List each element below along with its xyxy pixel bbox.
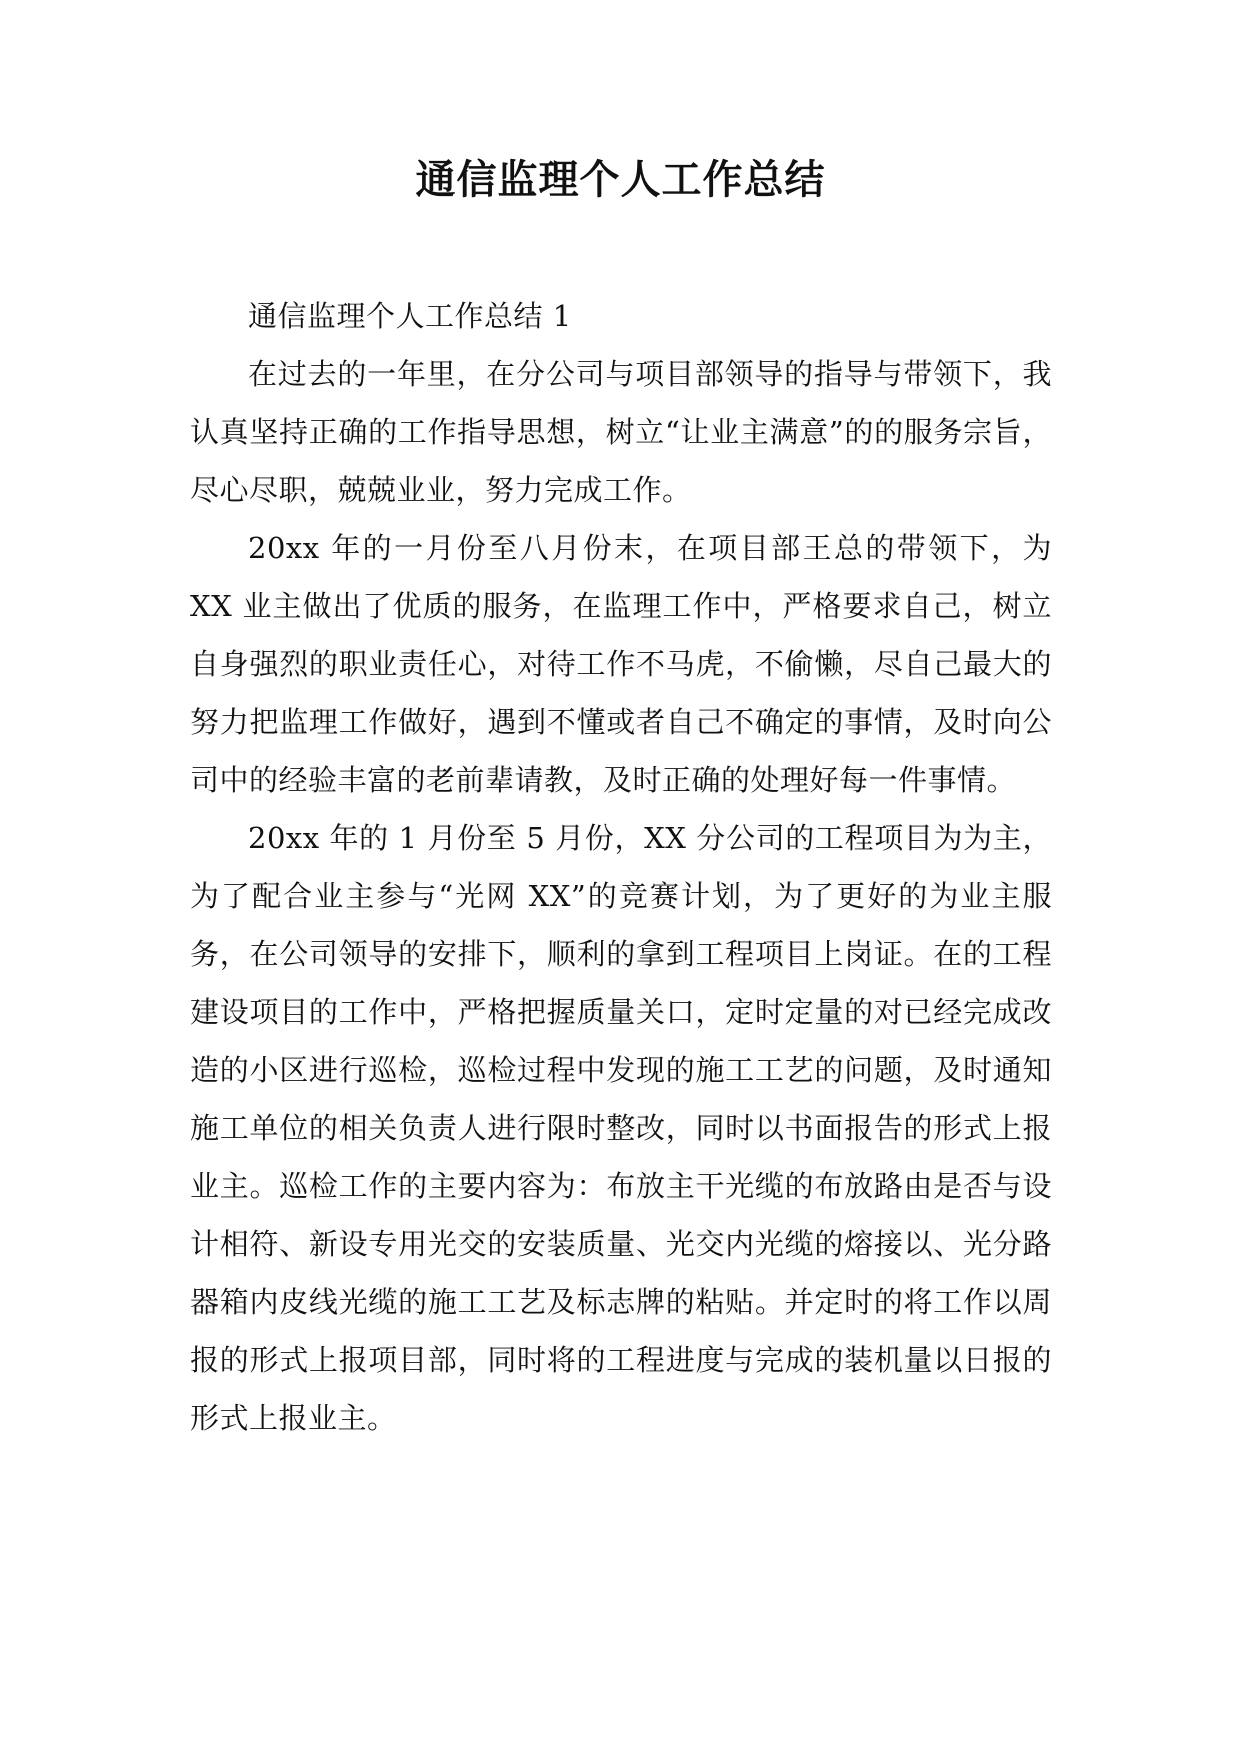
document-body (190, 287, 1052, 1447)
section-heading: 通信监理个人工作总结 1 (248, 299, 572, 333)
paragraph-3: 20xx 年的 1 月份至 5 月份，XX 分公司的工程项目为为主，为了配合业主参与“光网 XX”的竞赛计划，为了更好的为业主服务，在公司领导的安排下，顺利的拿到工程项目上岗证。在的工程建设项目的工作中，严格把握质量关口，定时定量的对已经完成改造的小区进行巡检，巡检过程中发现的施工工艺的问题，及时通知施工单位的相关负责人进行限时整改，同时以书面报告的形式上报业主。巡检工作的主要内容为：布放主干光缆的布放路由是否与设计相符、新设专用光交的安装质量、光交内光缆的熔接以、光分路器箱内皮线光缆的施工工艺及标志牌的粘贴。并定时的将工作以周报的形式上报项目部，同时将的工程进度与完成的装机量以日报的形式上报业主。 (190, 821, 1052, 1435)
document-title: 通信监理个人工作总结 (415, 157, 826, 203)
paragraph-1: 在过去的一年里，在分公司与项目部领导的指导与带领下，我认真坚持正确的工作指导思想，树立“让业主满意”的的服务宗旨，尽心尽职，兢兢业业，努力完成工作。 (190, 357, 1052, 507)
paragraph-2: 20xx 年的一月份至八月份末，在项目部王总的带领下，为 XX 业主做出了优质的服务，在监理工作中，严格要求自己，树立自身强烈的职业责任心，对待工作不马虎，不偷懒，尽自己最大的努力把监理工作做好，遇到不懂或者自己不确定的事情，及时向公司中的经验丰富的老前辈请教，及时正确的处理好每一件事情。 (190, 531, 1052, 797)
